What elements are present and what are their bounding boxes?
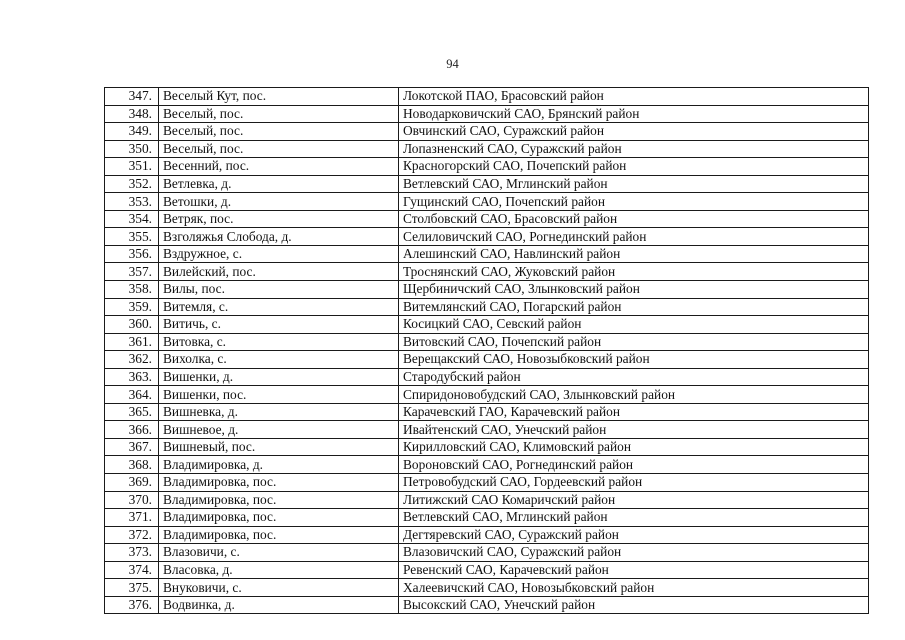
district-cell: Дегтяревский САО, Суражский район (399, 526, 869, 544)
district-cell: Вороновский САО, Рогнединский район (399, 456, 869, 474)
table-row (105, 228, 869, 246)
table-row (105, 421, 869, 439)
settlement-name-cell: Вилейский, пос. (159, 263, 399, 281)
table-row (105, 544, 869, 562)
row-number-cell: 364. (105, 386, 159, 404)
row-number-cell: 372. (105, 526, 159, 544)
row-number-cell: 365. (105, 403, 159, 421)
row-number-cell: 373. (105, 544, 159, 562)
row-number-cell: 362. (105, 351, 159, 369)
row-number-cell: 357. (105, 263, 159, 281)
district-cell: Ревенский САО, Карачевский район (399, 561, 869, 579)
row-number-cell: 347. (105, 88, 159, 106)
district-cell: Гущинский САО, Почепский район (399, 193, 869, 211)
settlement-name-cell: Владимировка, пос. (159, 491, 399, 509)
row-number-cell: 369. (105, 474, 159, 492)
settlement-name-cell: Веселый, пос. (159, 140, 399, 158)
row-number-cell: 355. (105, 228, 159, 246)
table-row (105, 526, 869, 544)
settlement-name-cell: Веселый, пос. (159, 123, 399, 141)
row-number-cell: 375. (105, 579, 159, 597)
row-number-cell: 361. (105, 333, 159, 351)
settlement-name-cell: Взголяжья Слобода, д. (159, 228, 399, 246)
row-number-cell: 376. (105, 596, 159, 614)
table-row (105, 438, 869, 456)
table-row (105, 140, 869, 158)
settlement-name-cell: Весенний, пос. (159, 158, 399, 176)
district-cell: Литижский САО Комаричский район (399, 491, 869, 509)
settlement-name-cell: Вишенки, пос. (159, 386, 399, 404)
table-row (105, 456, 869, 474)
table-row (105, 298, 869, 316)
settlement-name-cell: Ветошки, д. (159, 193, 399, 211)
table-row (105, 509, 869, 527)
district-cell: Столбовский САО, Брасовский район (399, 210, 869, 228)
district-cell: Локотской ПАО, Брасовский район (399, 88, 869, 106)
table-row (105, 88, 869, 106)
table-row (105, 579, 869, 597)
district-cell: Влазовичский САО, Суражский район (399, 544, 869, 562)
settlement-name-cell: Веселый, пос. (159, 105, 399, 123)
row-number-cell: 370. (105, 491, 159, 509)
settlement-name-cell: Ветлевка, д. (159, 175, 399, 193)
row-number-cell: 356. (105, 245, 159, 263)
district-cell: Красногорский САО, Почепский район (399, 158, 869, 176)
settlement-name-cell: Владимировка, пос. (159, 474, 399, 492)
table-row (105, 123, 869, 141)
table-row (105, 596, 869, 614)
table-row (105, 368, 869, 386)
district-cell: Алешинский САО, Навлинский район (399, 245, 869, 263)
settlement-name-cell: Владимировка, д. (159, 456, 399, 474)
settlement-name-cell: Вишенки, д. (159, 368, 399, 386)
table-row (105, 281, 869, 299)
settlement-name-cell: Витовка, с. (159, 333, 399, 351)
row-number-cell: 358. (105, 281, 159, 299)
settlement-name-cell: Витичь, с. (159, 316, 399, 334)
table-row (105, 333, 869, 351)
settlement-name-cell: Вихолка, с. (159, 351, 399, 369)
district-cell: Стародубский район (399, 368, 869, 386)
settlement-name-cell: Вилы, пос. (159, 281, 399, 299)
settlement-name-cell: Владимировка, пос. (159, 526, 399, 544)
district-cell: Щербиничский САО, Злынковский район (399, 281, 869, 299)
settlement-name-cell: Витемля, с. (159, 298, 399, 316)
settlement-name-cell: Вишневое, д. (159, 421, 399, 439)
settlement-name-cell: Вздружное, с. (159, 245, 399, 263)
district-cell: Ветлевский САО, Мглинский район (399, 175, 869, 193)
district-cell: Петровобудский САО, Гордеевский район (399, 474, 869, 492)
row-number-cell: 350. (105, 140, 159, 158)
table-row (105, 403, 869, 421)
district-cell: Спиридоновобудский САО, Злынковский район (399, 386, 869, 404)
table-row (105, 351, 869, 369)
district-cell: Троснянский САО, Жуковский район (399, 263, 869, 281)
district-cell: Витемлянский САО, Погарский район (399, 298, 869, 316)
settlements-table (104, 87, 869, 614)
row-number-cell: 366. (105, 421, 159, 439)
settlement-name-cell: Владимировка, пос. (159, 509, 399, 527)
settlement-name-cell: Власовка, д. (159, 561, 399, 579)
row-number-cell: 371. (105, 509, 159, 527)
table-row (105, 158, 869, 176)
district-cell: Кирилловский САО, Климовский район (399, 438, 869, 456)
row-number-cell: 353. (105, 193, 159, 211)
district-cell: Ивайтенский САО, Унечский район (399, 421, 869, 439)
row-number-cell: 351. (105, 158, 159, 176)
row-number-cell: 354. (105, 210, 159, 228)
table-row (105, 175, 869, 193)
row-number-cell: 367. (105, 438, 159, 456)
row-number-cell: 368. (105, 456, 159, 474)
table-row (105, 316, 869, 334)
row-number-cell: 363. (105, 368, 159, 386)
row-number-cell: 348. (105, 105, 159, 123)
district-cell: Новодарковичский САО, Брянский район (399, 105, 869, 123)
table-body (105, 88, 869, 614)
district-cell: Селиловичский САО, Рогнединский район (399, 228, 869, 246)
row-number-cell: 374. (105, 561, 159, 579)
table-row (105, 474, 869, 492)
district-cell: Ветлевский САО, Мглинский район (399, 509, 869, 527)
settlement-name-cell: Вишневка, д. (159, 403, 399, 421)
district-cell: Карачевский ГАО, Карачевский район (399, 403, 869, 421)
district-cell: Косицкий САО, Севский район (399, 316, 869, 334)
table-row (105, 245, 869, 263)
table-row (105, 105, 869, 123)
table-row (105, 491, 869, 509)
settlement-name-cell: Влазовичи, с. (159, 544, 399, 562)
table-row (105, 193, 869, 211)
row-number-cell: 359. (105, 298, 159, 316)
table-row (105, 263, 869, 281)
table-row (105, 386, 869, 404)
district-cell: Витовский САО, Почепский район (399, 333, 869, 351)
row-number-cell: 349. (105, 123, 159, 141)
row-number-cell: 352. (105, 175, 159, 193)
settlement-name-cell: Внуковичи, с. (159, 579, 399, 597)
district-cell: Овчинский САО, Суражский район (399, 123, 869, 141)
settlement-name-cell: Вишневый, пос. (159, 438, 399, 456)
table-row (105, 210, 869, 228)
district-cell: Высокский САО, Унечский район (399, 596, 869, 614)
settlement-name-cell: Веселый Кут, пос. (159, 88, 399, 106)
settlement-name-cell: Водвинка, д. (159, 596, 399, 614)
district-cell: Халеевичский САО, Новозыбковский район (399, 579, 869, 597)
table-row (105, 561, 869, 579)
settlement-name-cell: Ветряк, пос. (159, 210, 399, 228)
row-number-cell: 360. (105, 316, 159, 334)
settlements-table-container (104, 87, 869, 614)
district-cell: Лопазненский САО, Суражский район (399, 140, 869, 158)
page-number: 94 (446, 57, 459, 71)
district-cell: Верещакский САО, Новозыбковский район (399, 351, 869, 369)
